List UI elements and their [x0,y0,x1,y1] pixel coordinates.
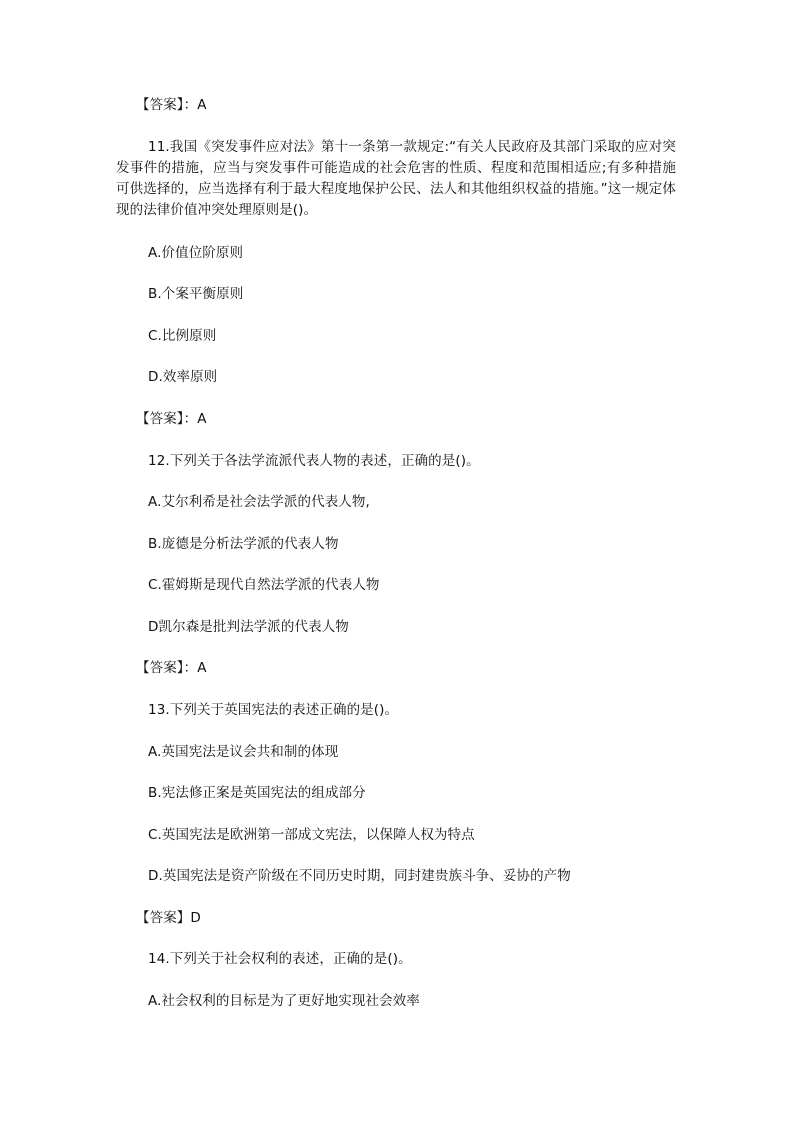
answer-line: 【答案】D [136,910,201,926]
option-a: A.英国宪法是议会共和制的体现 [148,744,339,760]
answer-line: 【答案】：A [136,97,207,113]
question-12-text: 12.下列关于各法学流派代表人物的表述，正确的是()。 [148,453,480,469]
option-c: C.霍姆斯是现代自然法学派的代表人物 [148,577,380,593]
option-b: B.宪法修正案是英国宪法的组成部分 [148,785,366,801]
question-14-text: 14.下列关于社会权利的表述，正确的是()。 [148,951,412,967]
option-d: D.效率原则 [148,369,218,385]
question-13-text: 13.下列关于英国宪法的表述正确的是()。 [148,702,399,718]
option-a: A.艾尔利希是社会法学派的代表人物, [148,494,370,510]
option-a: A.社会权利的目标是为了更好地实现社会效率 [148,993,420,1009]
question-11-text: 11.我国《突发事件应对法》第十一条第一款规定:“有关人民政府及其部门采取的应对突发事件的措施，应当与突发事件可能造成的社会危害的性质、程度和范围相适应;有多种措施可供选择的，应当选择有利于最大程度地保护公民、法人和其他组织权益的措施。”这一规定体现的法律价值冲突处理原则是()。 [116,139,676,218]
answer-line: 【答案】：A [136,660,207,676]
option-a: A.价值位阶原则 [148,245,244,261]
option-b: B.个案平衡原则 [148,286,244,302]
option-c: C.英国宪法是欧洲第一部成文宪法，以保障人权为特点 [148,827,475,843]
answer-line: 【答案】：A [136,411,207,427]
option-b: B.庞德是分析法学派的代表人物 [148,536,339,552]
option-c: C.比例原则 [148,328,217,344]
option-d: D凯尔森是批判法学派的代表人物 [148,619,349,635]
option-d: D.英国宪法是资产阶级在不同历史时期，同封建贵族斗争、妥协的产物 [148,868,571,884]
